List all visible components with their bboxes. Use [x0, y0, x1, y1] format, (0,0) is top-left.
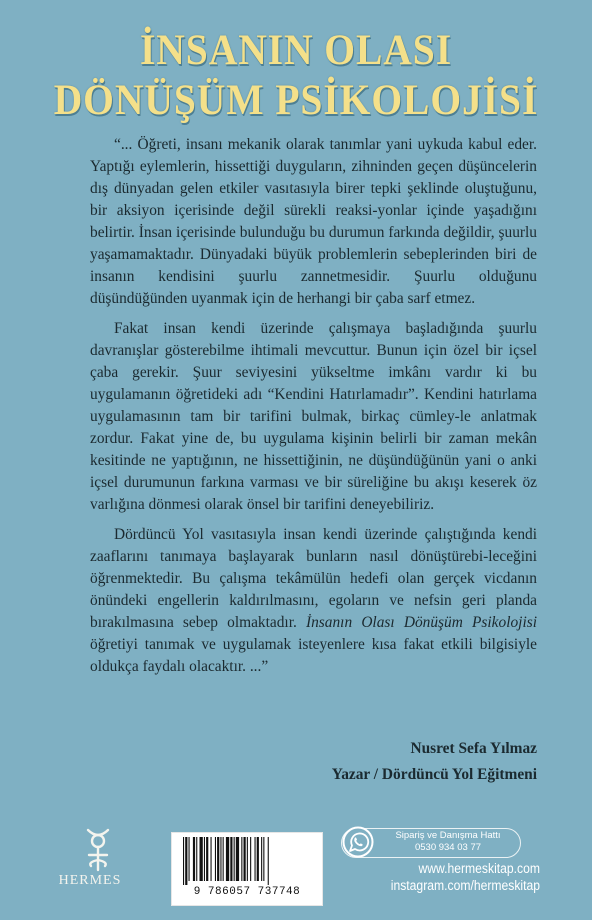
blurb-paragraph-3-text-b: öğretiyi tanımak ve uygulamak isteyenlere kısa fakat etkili bilgisiyle oldukça faydalı olacaktır. ...” [90, 636, 537, 675]
blurb-book-title-italic: İnsanın Olası Dönüşüm Psikolojisi [305, 614, 537, 631]
hotline-number: 0530 934 03 77 [414, 842, 482, 853]
isbn-number: 9 786057 737748 [193, 886, 301, 898]
author-name: Nusret Sefa Yılmaz [410, 740, 537, 757]
back-cover-blurb [90, 134, 537, 678]
barcode-bars [181, 837, 313, 885]
blurb-paragraph-3-text-a: Dördüncü Yol vasıtasıyla insan kendi üzerinde çalıştığında kendi zaaflarını tanımaya başlayarak bunların nasıl dönüştürebi-leceğini öğrenmektedir. Bu çalışma tekâmülün hedefi olan gerçek vicdanın önündeki engellerin kaldırılmasını, egoların ve nefsin geri planda bırakılmasına sebep olmaktadır. [90, 526, 537, 631]
blurb-paragraph-1: “... Öğreti, insanı mekanik olarak tanımlar yani uykuda kabul eder. Yaptığı eylemlerin, hissettiği duyguların, zihninden geçen düşüncelerin dış dünyadan gelen etkiler vasıtasıyla birer tepki şeklinde oluştuğunu, bir aksiyon içerisinde değil sürekli reaksi-yonlar içinde yaşadığını belirtir. İnsan içerisinde bulunduğu bu durumun farkında değildir, şuurlu yaşamamaktadır. Dünyadaki büyük problemlerin sebeplerinden biri de insanın kendisini şuurlu zannetmesidir. Şuurlu olduğunu düşündüğünden uyanmak için de herhangi bir çaba sarf etmez. [90, 136, 537, 307]
author-role: Yazar / Dördüncü Yol Eğitmeni [331, 766, 537, 783]
isbn-barcode [171, 832, 323, 906]
blurb-paragraph-3 [90, 524, 537, 678]
book-title-line-1: İNSANIN OLASI [139, 27, 453, 74]
whatsapp-icon [342, 826, 374, 858]
hotline-label: Sipariş ve Danışma Hattı [395, 830, 501, 841]
website-url[interactable]: www.hermeskitap.com [418, 861, 540, 876]
publisher-name: HERMES [58, 873, 122, 888]
instagram-url[interactable]: instagram.com/hermeskitap [390, 878, 540, 893]
book-title-line-2: DÖNÜŞÜM PSİKOLOJİSİ [53, 77, 539, 124]
blurb-paragraph-2: Fakat insan kendi üzerinde çalışmaya başladığında şuurlu davranışlar gösterebilme ihtimali mevcuttur. Bunun için özel bir içsel çaba gerekir. Şuur seviyesini yükseltme imkânı vardır ki bu uygulamanın öğretideki adı “Kendini Hatırlamadır”. Kendini hatırlama uygulamasının tam bir tarifini bulmak, birkaç cümley-le anlatmak zordur. Fakat yine de, bu uygulama kişinin belirli bir zaman mekân kesitinde ne yaptığının, ne hissettiğinin, ne düşündüğünün yani o anki içsel durumunun farkına varması ve bir süreliğine bu akışı keserek öz varlığına dönmesi olarak önsel bir tarifini deneyebiliriz. [90, 320, 537, 513]
